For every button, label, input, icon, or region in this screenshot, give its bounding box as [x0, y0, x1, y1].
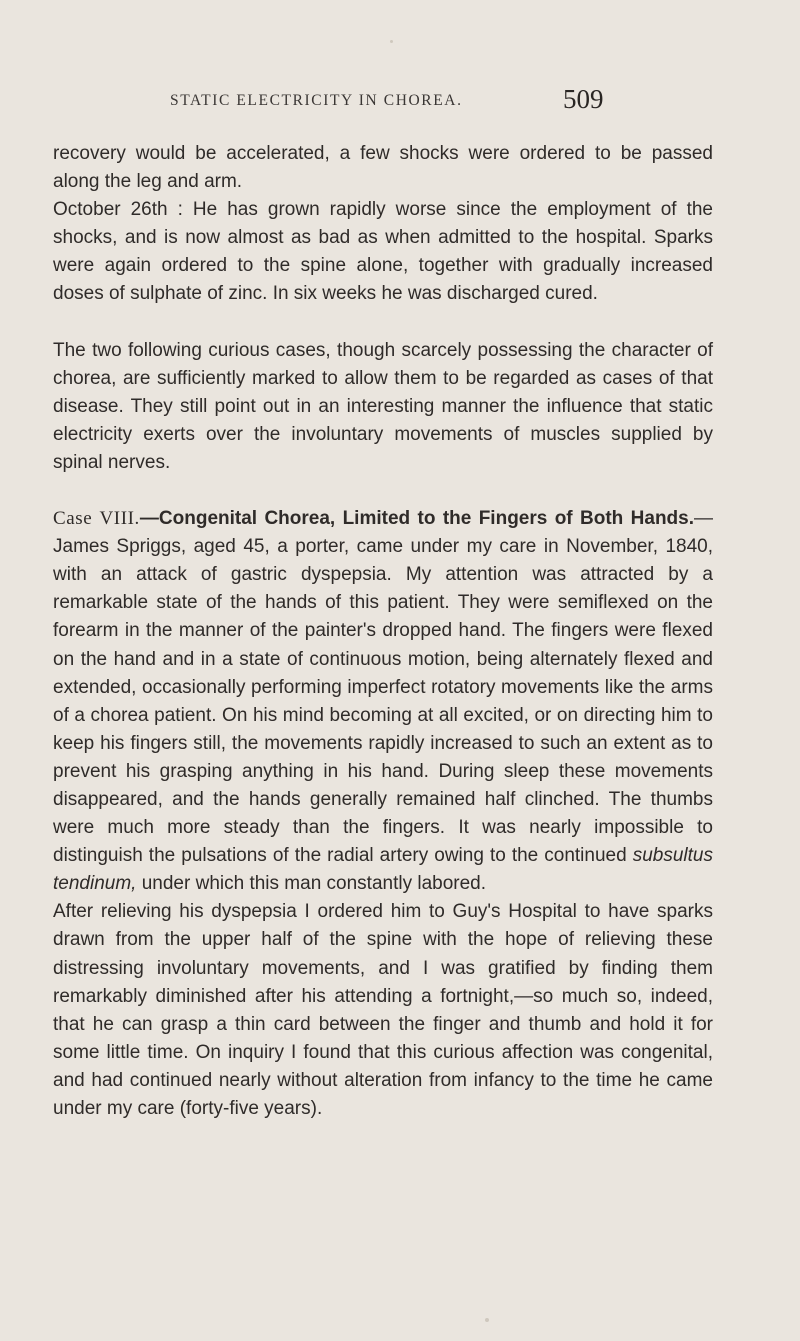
- case-label: Case VIII.: [53, 508, 140, 530]
- page-number: 509: [563, 84, 604, 114]
- paragraph-treatment: After relieving his dyspepsia I ordered him to Guy's Hospital to have sparks drawn from the upper half of the spine with the hope of relieving these distressing involuntary movements, and I was gratified by finding them remarkably diminished after his attending a fortnight,—so much so, indeed, that he can grasp a thin card between the finger and thumb and hold it for some little time. On inquiry I found that this curious affection was congenital, and had continued nearly without alteration from infancy to the time he came under my care (forty-five years).: [53, 901, 713, 1119]
- paper-speck: [485, 1318, 489, 1322]
- latin-term: subsultus tendinum,: [53, 845, 713, 895]
- running-title: STATIC ELECTRICITY IN CHOREA.: [170, 92, 463, 109]
- paragraph-october-entry: October 26th : He has grown rapidly worse since the employment of the shocks, and is now almost as bad as when admitted to the hospital. Sparks were again ordered to the spine alone, together with gradually increased doses of sulphate of zinc. In six weeks he was discharged cured.: [53, 199, 713, 305]
- case-text-end: under which this man constantly labored.: [136, 873, 487, 895]
- case-title: —Congenital Chorea, Limited to the Fingers of Both Hands.: [139, 508, 694, 530]
- case-text: —James Spriggs, aged 45, a porter, came under my care in November, 1840, with an attack of gastric dyspepsia. My attention was attracted by a remarkable state of the hands of this patient. They were semiflexed on the forearm in the manner of the painter's dropped hand. The fingers were flexed on the hand and in a state of continuous motion, being alternately flexed and extended, occasionally performing imperfect rotatory movements like the arms of a chorea patient. On his mind becoming at all excited, or on directing him to keep his fingers still, the movements rapidly increased to such an extent as to prevent his grasping anything in his hand. During sleep these movements disappeared, and the hands generally remained half clinched. The thumbs were much more steady than the fingers. It was nearly impossible to distinguish the pulsations of the radial artery owing to the continued: [53, 508, 713, 867]
- paragraph-introduction: The two following curious cases, though scarcely possessing the character of chorea, are sufficiently marked to allow them to be regarded as cases of that disease. They still point out in an interesting manner the influence that static electricity exerts over the involuntary movements of muscles supplied by spinal nerves.: [53, 339, 713, 473]
- page-header: [0, 84, 800, 120]
- page-body: [53, 140, 713, 1123]
- paper-speck: [390, 40, 393, 43]
- paragraph-continuation: recovery would be accelerated, a few shocks were ordered to be passed along the leg and arm.: [53, 143, 713, 193]
- paragraph-case-viii: [53, 505, 713, 898]
